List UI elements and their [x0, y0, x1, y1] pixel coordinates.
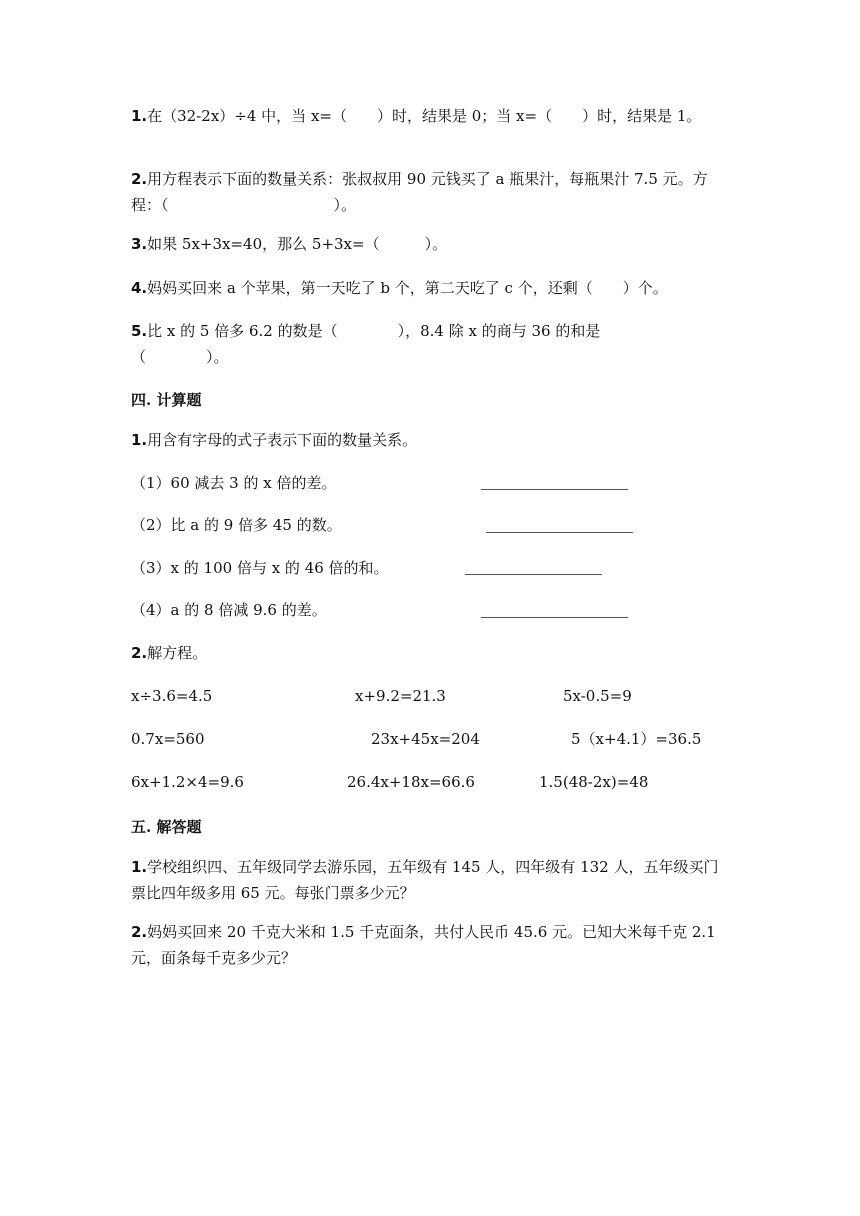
question-number: 1. [131, 431, 148, 449]
question-number: 1. [131, 858, 148, 876]
question-number: 2. [131, 170, 148, 188]
expression-item-4: （4）a 的 8 倍减 9.6 的差。 [131, 601, 327, 619]
question-text: 用含有字母的式子表示下面的数量关系。 [147, 431, 418, 449]
question-text: 学校组织四、五年级同学去游乐园，五年级有 145 人，四年级有 132 人，五年级买门票比四年级多用 65 元。每张门票多少元？ [131, 858, 719, 902]
equation: x÷3.6=4.5 [131, 687, 213, 705]
question-number: 2. [131, 923, 148, 941]
expression-item-2: （2）比 a 的 9 倍多 45 的数。 [131, 516, 342, 534]
calc-question-1 [131, 427, 731, 453]
question-text: 在（32-2x）÷4 中，当 x=（ ）时，结果是 0；当 x=（ ）时，结果是 1。 [147, 107, 702, 125]
question-number: 2. [131, 644, 148, 662]
equation: 1.5(48-2x)=48 [539, 773, 649, 791]
answer-line-3[interactable] [465, 574, 602, 575]
answer-line-2[interactable] [486, 532, 633, 533]
question-number: 5. [131, 322, 148, 340]
question-text: 比 x 的 5 倍多 6.2 的数是（ ），8.4 除 x 的商与 36 的和是（ ）。 [131, 322, 601, 366]
question-text: 用方程表示下面的数量关系：张叔叔用 90 元钱买了 a 瓶果汁，每瓶果汁 7.5 元。方程：（ ）。 [131, 170, 708, 214]
section-5-heading: 五. 解答题 [131, 818, 202, 836]
equation: 5x-0.5=9 [563, 687, 632, 705]
fill-blank-question-1 [131, 103, 731, 129]
fill-blank-question-3 [131, 231, 731, 257]
equation: 26.4x+18x=66.6 [347, 773, 475, 791]
fill-blank-question-2 [131, 166, 731, 218]
expression-item-1: （1）60 减去 3 的 x 倍的差。 [131, 474, 337, 492]
question-text: 妈妈买回来 a 个苹果，第一天吃了 b 个，第二天吃了 c 个，还剩（ ）个。 [147, 279, 668, 297]
word-problem-1 [131, 854, 731, 906]
word-problem-2 [131, 919, 731, 971]
equation: 6x+1.2×4=9.6 [131, 773, 244, 791]
question-text: 妈妈买回来 20 千克大米和 1.5 千克面条，共付人民币 45.6 元。已知大米每千克 2.1 元，面条每千克多少元？ [131, 923, 716, 967]
equation: 0.7x=560 [131, 730, 205, 748]
equation: 5（x+4.1）=36.5 [571, 730, 702, 748]
fill-blank-question-5 [131, 318, 661, 370]
expression-item-3: （3）x 的 100 倍与 x 的 46 倍的和。 [131, 559, 389, 577]
fill-blank-question-4 [131, 275, 741, 301]
equation: x+9.2=21.3 [355, 687, 446, 705]
question-number: 3. [131, 235, 148, 253]
question-number: 1. [131, 107, 148, 125]
answer-line-1[interactable] [481, 489, 628, 490]
question-number: 4. [131, 279, 148, 297]
calc-question-2 [131, 640, 731, 666]
question-text: 如果 5x+3x=40，那么 5+3x=（ ）。 [147, 235, 448, 253]
section-4-heading: 四. 计算题 [131, 391, 202, 409]
question-text: 解方程。 [147, 644, 208, 662]
answer-line-4[interactable] [481, 617, 628, 618]
equation: 23x+45x=204 [371, 730, 480, 748]
